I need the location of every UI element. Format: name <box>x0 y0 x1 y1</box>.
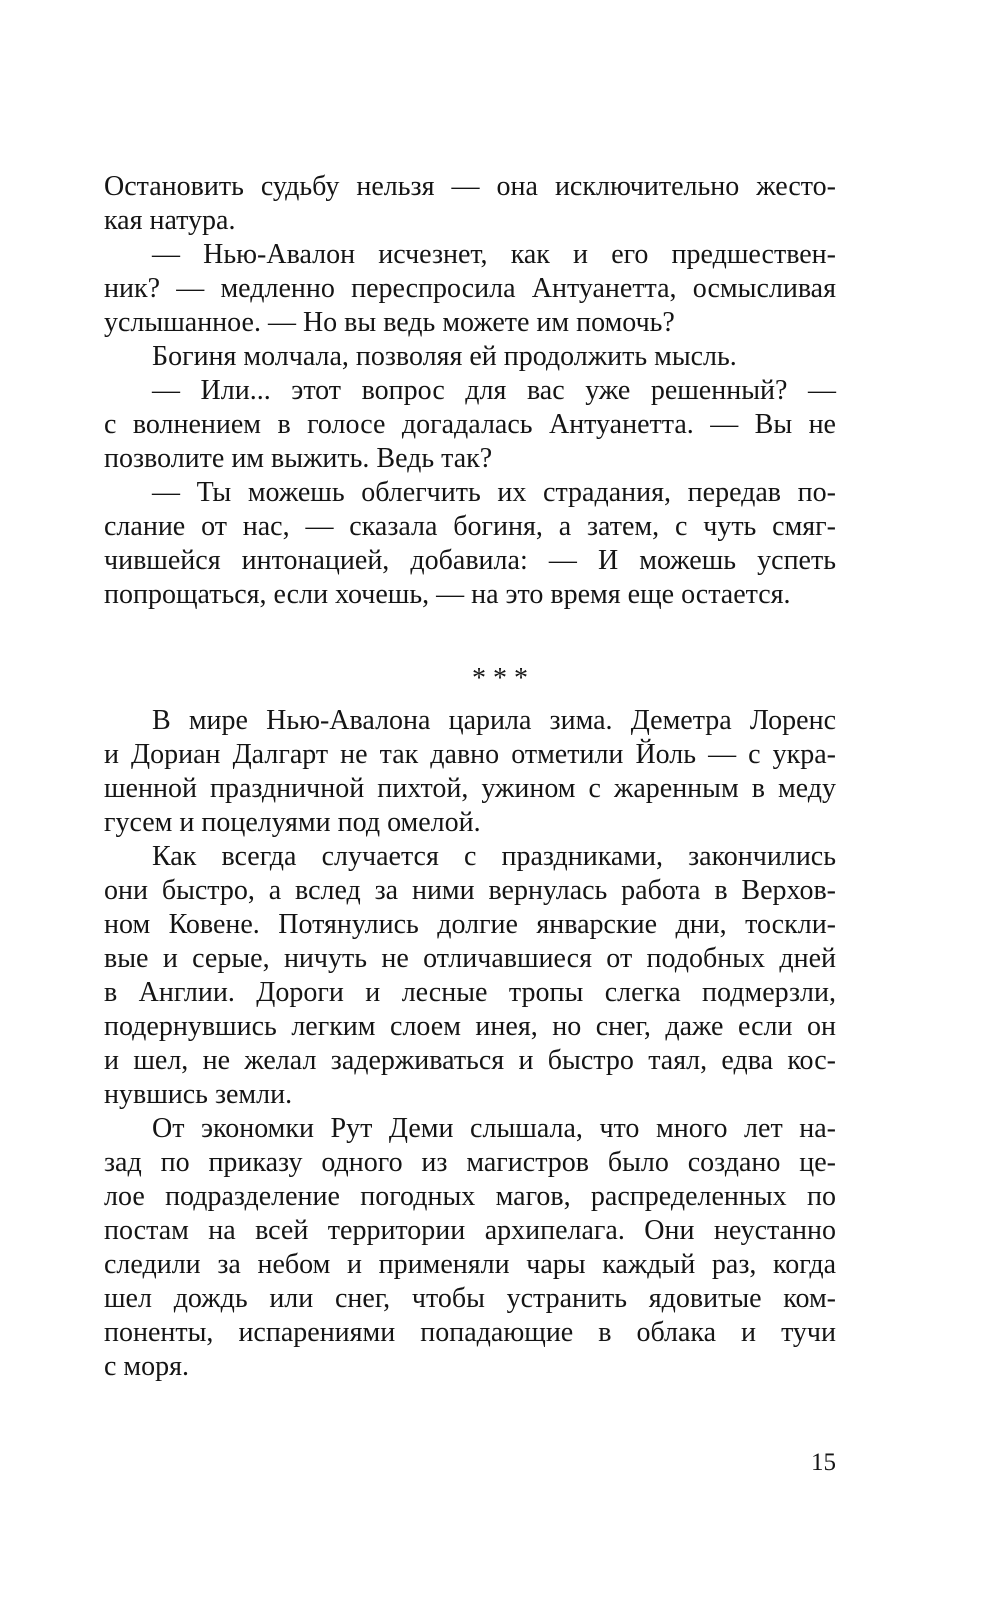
text-line: постам на всей территории архипелага. Они неустанно <box>104 1215 836 1246</box>
text-line: с волнением в голосе догадалась Антуанетта. — Вы не <box>104 409 836 440</box>
text-line: шенной праздничной пихтой, ужином с жаренным в меду <box>104 773 836 804</box>
text-line: ник? — медленно переспросила Антуанетта, осмысливая <box>104 273 836 304</box>
text-line: с моря. <box>104 1351 190 1382</box>
text-line: поненты, испарениями попадающие в облака и тучи <box>104 1317 836 1348</box>
text-line: и Дориан Далгарт не так давно отметили Йоль — с укра- <box>104 739 836 770</box>
text-line: лое подразделение погодных магов, распределенных по <box>104 1181 836 1212</box>
text-line: вые и серые, ничуть не отличавшиеся от подобных дней <box>104 943 836 974</box>
text-line: ном Ковене. Потянулись долгие январские дни, тоскли- <box>104 909 836 940</box>
text-line: подернувшись легким слоем инея, но снег, даже если он <box>104 1011 836 1042</box>
text-line: в Англии. Дороги и лесные тропы слегка подмерзли, <box>104 977 836 1008</box>
section-separator: * * * <box>472 663 528 694</box>
text-line: шел дождь или снег, чтобы устранить ядовитые ком- <box>104 1283 836 1314</box>
text-line: От экономки Рут Деми слышала, что много лет на- <box>152 1113 836 1144</box>
text-line: следили за небом и применяли чары каждый раз, когда <box>104 1249 836 1280</box>
text-line: чившейся интонацией, добавила: — И можешь успеть <box>104 545 836 576</box>
text-line: и шел, не желал задерживаться и быстро таял, едва кос- <box>104 1045 836 1076</box>
text-line: Богиня молчала, позволяя ей продолжить мысль. <box>152 341 737 372</box>
text-line: они быстро, а вслед за ними вернулась работа в Верхов- <box>104 875 836 906</box>
text-line: — Ты можешь облегчить их страдания, передав по- <box>152 477 836 508</box>
text-line: — Нью-Авалон исчезнет, как и его предшествен- <box>152 239 836 270</box>
text-line: кая натура. <box>104 205 236 236</box>
text-line: — Или... этот вопрос для вас уже решенный? — <box>152 375 836 406</box>
text-line: Остановить судьбу нельзя — она исключительно жесто- <box>104 171 836 202</box>
text-line: слание от нас, — сказала богиня, а затем, с чуть смяг- <box>104 511 836 542</box>
text-line: В мире Нью-Авалона царила зима. Деметра Лоренс <box>152 705 836 736</box>
text-line: гусем и поцелуями под омелой. <box>104 807 481 838</box>
page-number: 15 <box>811 1449 836 1476</box>
text-line: позволите им выжить. Ведь так? <box>104 443 493 474</box>
text-line: зад по приказу одного из магистров было создано це- <box>104 1147 836 1178</box>
text-line: попрощаться, если хочешь, — на это время еще остается. <box>104 579 791 610</box>
text-line: услышанное. — Но вы ведь можете им помочь? <box>104 307 675 338</box>
text-line: Как всегда случается с праздниками, закончились <box>152 841 836 872</box>
text-line: нувшись земли. <box>104 1079 293 1110</box>
